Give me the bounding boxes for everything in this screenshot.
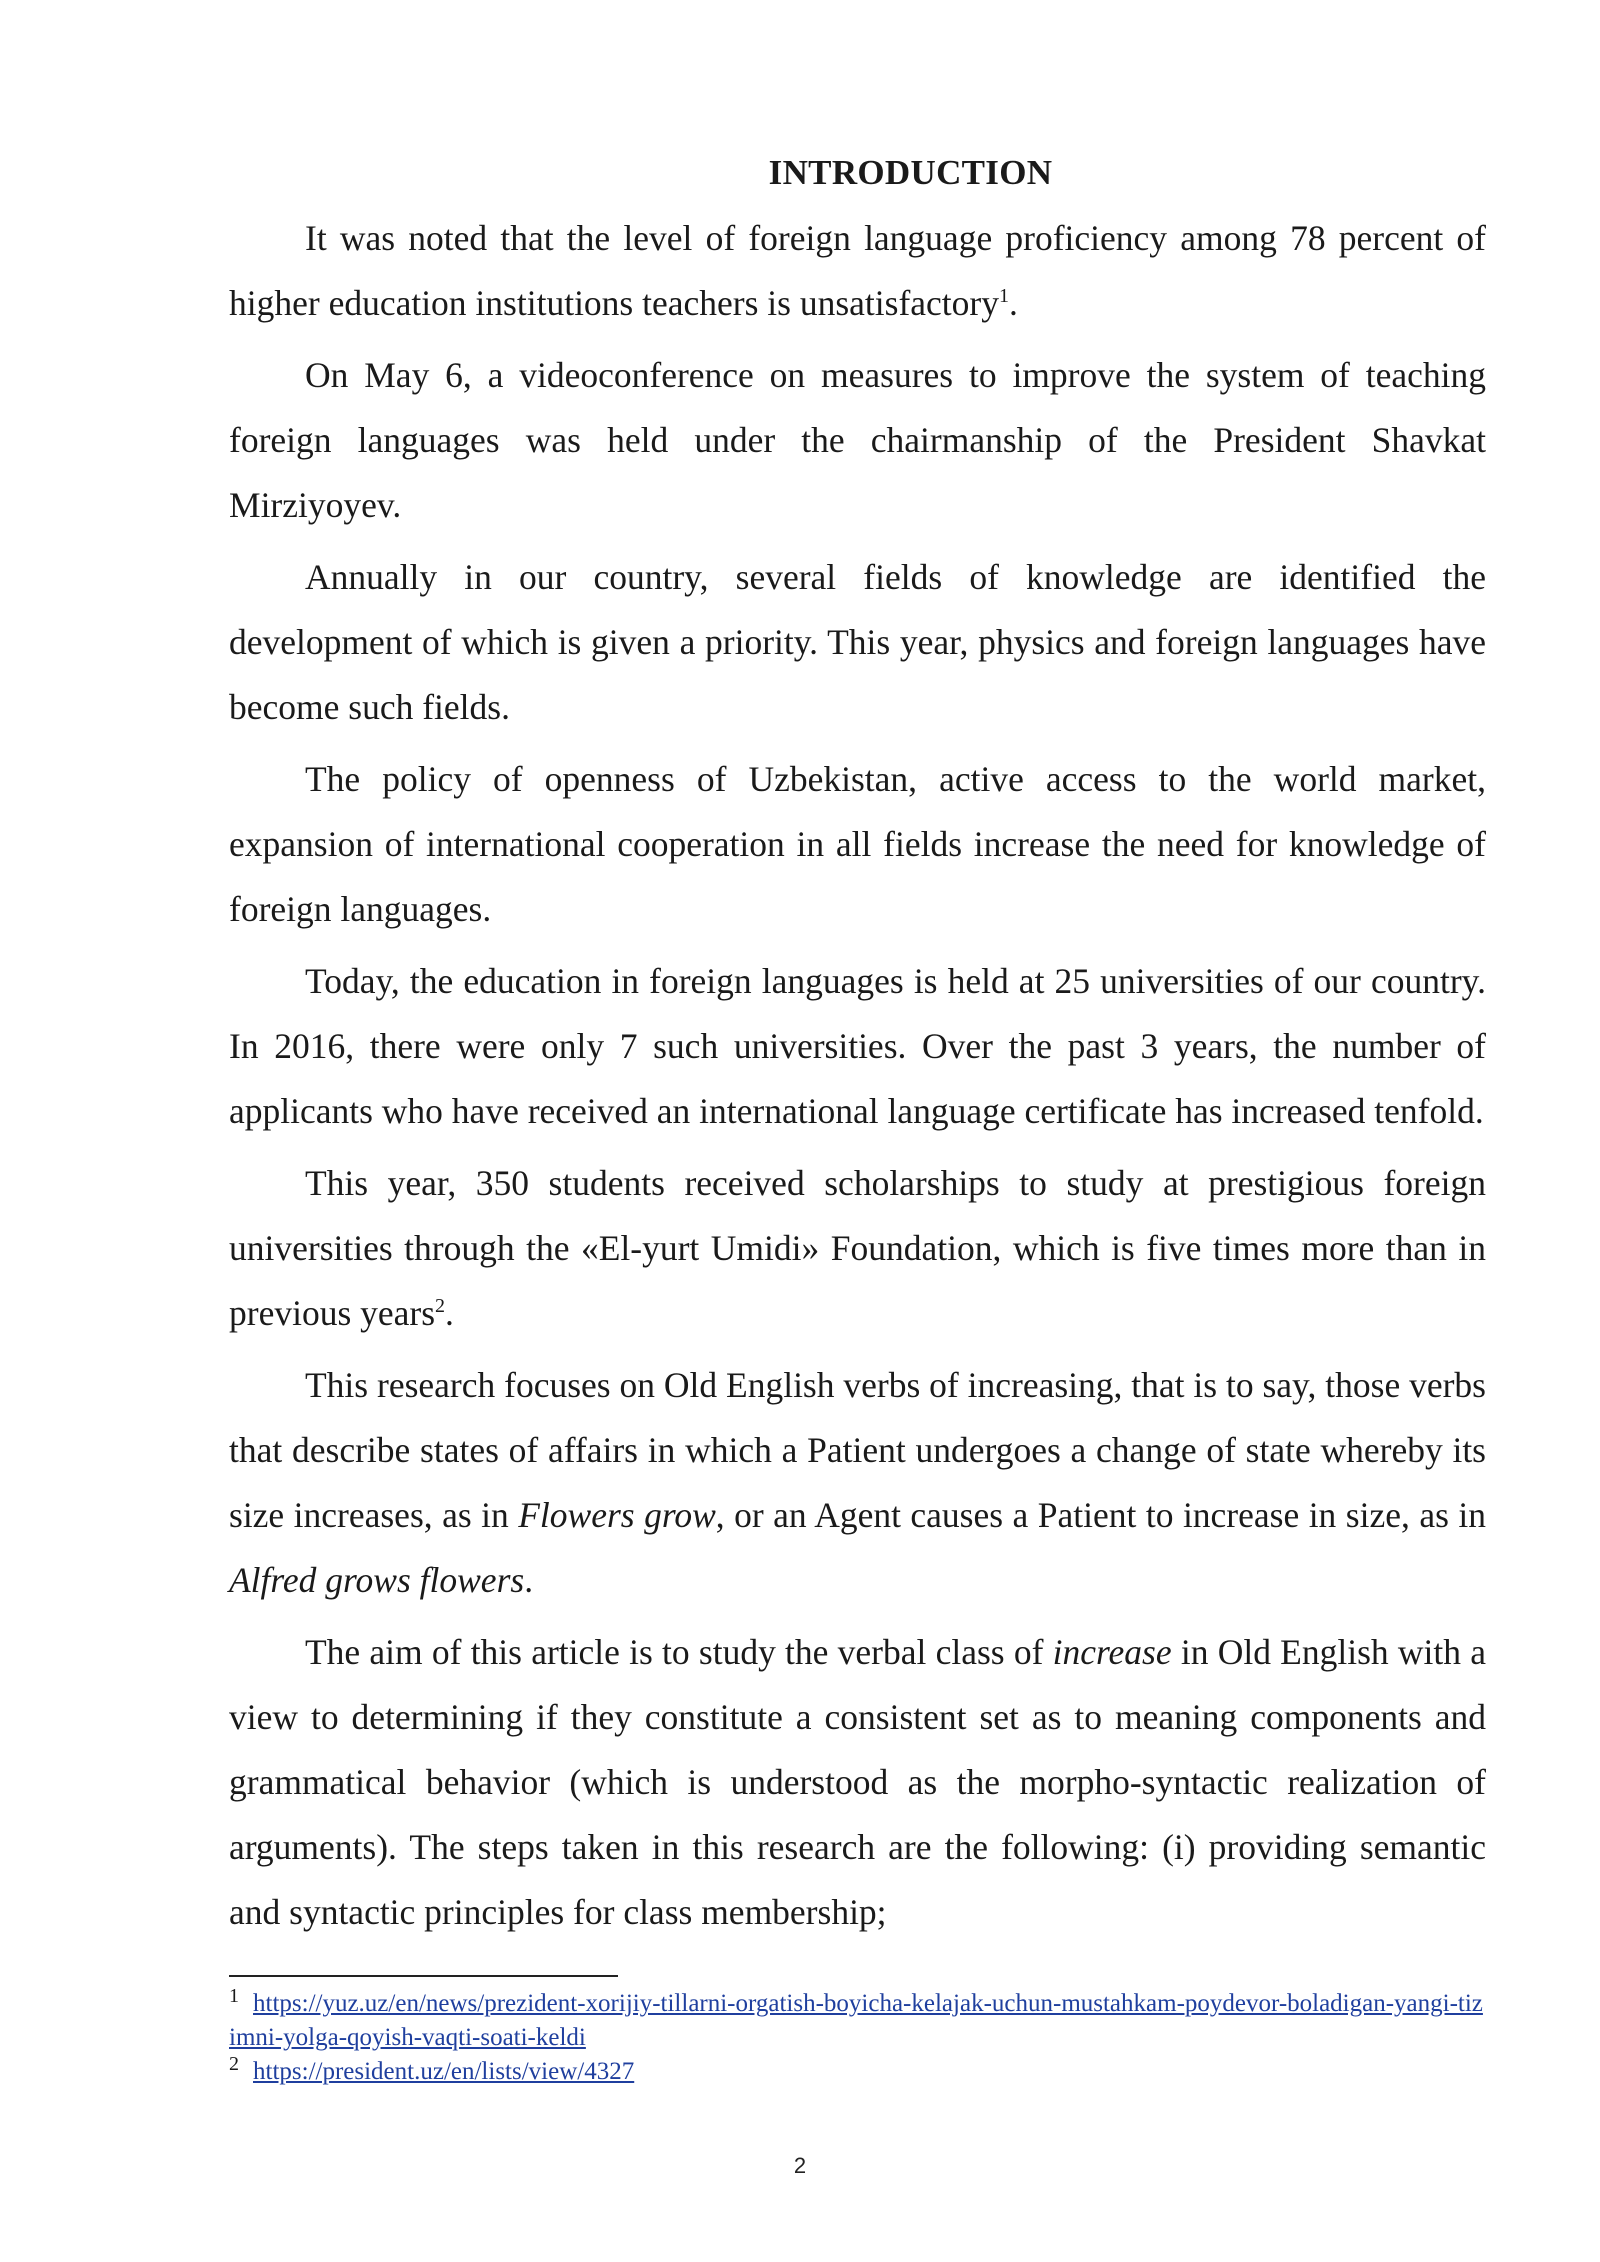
paragraph-text: This year, 350 students received scholarships to study at prestigious foreign universities through the «El-yurt Umidi» Foundation, which is five times more than in previous years	[229, 1163, 1486, 1333]
footnote-reference: 1	[998, 285, 1009, 308]
page-body	[229, 148, 1486, 1945]
page-number: 2	[793, 2153, 807, 2178]
footnote-2	[229, 2052, 1486, 2089]
paragraph-text: On May 6, a videoconference on measures to improve the system of teaching foreign languages was held under the chairmanship of the President Shavkat Mirziyoyev.	[229, 355, 1486, 525]
footnote-link[interactable]: https://president.uz/en/lists/view/4327	[253, 2058, 635, 2085]
paragraph-list	[229, 206, 1486, 1945]
paragraph-text: in Old English with a view to determining if they constitute a consistent set as to meaning components and grammatical behavior (which is understood as the morpho-syntactic realization of arguments). The steps taken in this research are the following: (i) providing semantic and syntactic principles for class membership;	[229, 1632, 1486, 1932]
body-paragraph	[229, 545, 1486, 740]
italic-example: Alfred grows flowers	[229, 1560, 525, 1600]
body-paragraph	[229, 343, 1486, 538]
body-paragraph	[229, 747, 1486, 942]
footnote-number: 2	[229, 2052, 239, 2075]
paragraph-text: .	[1008, 283, 1018, 323]
body-paragraph	[229, 1151, 1486, 1346]
footnote-1	[229, 1984, 1486, 2055]
body-paragraph	[229, 1620, 1486, 1945]
italic-example: Flowers grow	[518, 1495, 716, 1535]
paragraph-text: , or an Agent causes a Patient to increase in size, as in	[715, 1495, 1486, 1535]
footnote-number: 1	[229, 1984, 239, 2007]
paragraph-text: .	[524, 1560, 534, 1600]
paragraph-text: .	[445, 1293, 454, 1333]
footnote-link[interactable]: https://yuz.uz/en/news/prezident-xorijiy-tillarni-orgatish-boyicha-kelajak-uchun-mustahkam-poydevor-boladigan-yangi-tizimni-yolga-qoyish-vaqti-soati-keldi	[229, 1990, 1483, 2051]
italic-example: increase	[1052, 1632, 1172, 1672]
paragraph-text: It was noted that the level of foreign language proficiency among 78 percent of higher education institutions teachers is unsatisfactory	[229, 218, 1486, 323]
footnotes	[229, 1975, 1486, 2089]
body-paragraph	[229, 949, 1486, 1144]
body-paragraph	[229, 1353, 1486, 1613]
footnote-reference: 2	[435, 1295, 446, 1318]
paragraph-text: This research focuses on Old English verbs of increasing, that is to say, those verbs that describe states of affairs in which a Patient undergoes a change of state whereby its size increases, as in	[229, 1365, 1486, 1535]
paragraph-text: The aim of this article is to study the verbal class of	[305, 1632, 1053, 1672]
footnote-separator	[229, 1975, 618, 1977]
section-title: INTRODUCTION	[768, 153, 1053, 192]
paragraph-text: Today, the education in foreign languages is held at 25 universities of our country. In 2016, there were only 7 such universities. Over the past 3 years, the number of applicants who have received an international language certificate has increased tenfold.	[229, 961, 1486, 1131]
body-paragraph	[229, 206, 1486, 336]
paragraph-text: The policy of openness of Uzbekistan, active access to the world market, expansion of international cooperation in all fields increase the need for knowledge of foreign languages.	[229, 759, 1486, 929]
paragraph-text: Annually in our country, several fields of knowledge are identified the development of which is given a priority. This year, physics and foreign languages have become such fields.	[229, 557, 1486, 727]
